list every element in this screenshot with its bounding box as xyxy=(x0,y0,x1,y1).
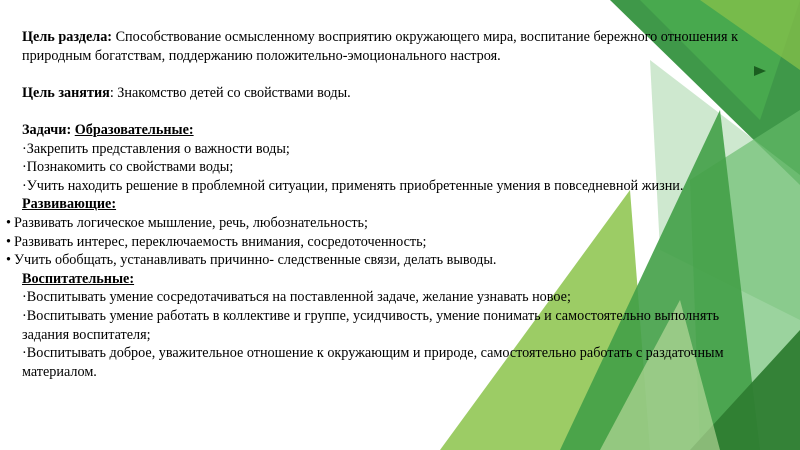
developing-heading xyxy=(22,195,752,214)
edu-item-2: ·Познакомить со свойствами воды; xyxy=(22,159,234,176)
upb-item-1: ·Воспитывать умение сосредотачиваться на поставленной задаче, желание узнавать новое; xyxy=(22,289,571,306)
bullet-icon: • xyxy=(6,252,11,269)
goal-lesson xyxy=(22,84,752,103)
goal-section xyxy=(22,28,752,65)
tasks-label: Задачи: xyxy=(22,121,75,138)
dev-item-3: • Учить обобщать, устанавливать причинно- следственные связи, делать выводы. xyxy=(6,252,497,269)
goal-lesson-label: Цель занятия xyxy=(22,84,110,101)
tasks-heading xyxy=(22,121,752,140)
developing-label: Развивающие: xyxy=(22,196,117,213)
upb-item-2: ·Воспитывать умение работать в коллективе и группе, усидчивость, умение понимать и самостоятельно выполнять задания воспитателя; xyxy=(22,307,720,343)
bullet-icon: • xyxy=(6,214,11,231)
bullet-icon: • xyxy=(6,233,11,250)
goal-section-label: Цель раздела: xyxy=(22,29,113,45)
edu-item-1: ·Закрепить представления о важности воды; xyxy=(22,140,290,157)
upb-item-3: ·Воспитывать доброе, уважительное отношение к окружающим и природе, самостоятельно работать с раздаточным материалом. xyxy=(22,345,724,380)
dev-item-1: • Развивать логическое мышление, речь, любознательность; xyxy=(6,214,368,231)
dev-item-2: • Развивать интерес, переключаемость внимания, сосредоточенность; xyxy=(6,233,427,250)
goal-lesson-text: : Знакомство детей со свойствами воды. xyxy=(109,84,351,101)
educational-label: Образовательные: xyxy=(74,121,194,138)
goal-section-text: Способствование осмысленному восприятию окружающего мира, воспитание бережного отношения к природным богатствам, поддержанию положительно-эмоционального настроя. xyxy=(22,29,738,64)
edu-item-3: ·Учить находить решение в проблемной ситуации, применять приобретенные умения в повседневной жизни. xyxy=(22,177,684,194)
upbringing-label: Воспитательные: xyxy=(22,270,135,287)
upbringing-heading xyxy=(22,270,752,289)
slide-content xyxy=(6,28,752,381)
